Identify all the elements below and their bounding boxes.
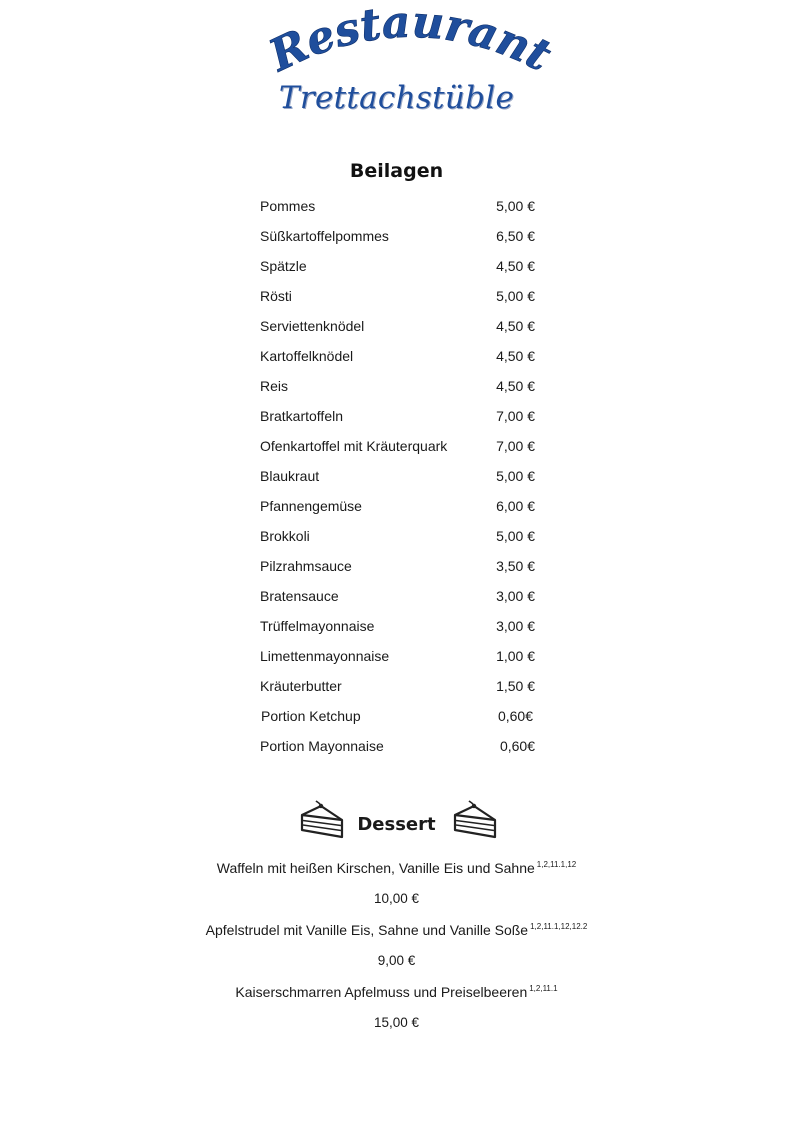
item-name: Rösti [260, 288, 292, 304]
item-name: Bratensauce [260, 588, 339, 604]
dessert-item [0, 860, 793, 876]
list-item [260, 227, 535, 257]
dessert-header [0, 800, 793, 844]
title-arc [0, 0, 793, 90]
item-name: Portion Ketchup [261, 708, 361, 724]
item-price: 7,00 € [496, 438, 535, 454]
item-name: Kartoffelknödel [260, 348, 354, 364]
item-price: 1,00 € [496, 648, 535, 664]
item-name: Limettenmayonnaise [260, 648, 390, 664]
dessert-title: Dessert [357, 814, 436, 835]
item-price: 6,50 € [496, 228, 535, 244]
restaurant-subtitle: Trettachstüble [278, 80, 515, 116]
restaurant-title: Restaurant [261, 0, 559, 82]
dessert-name: Apfelstrudel mit Vanille Eis, Sahne und Vanille Soße [205, 922, 529, 938]
item-price: 7,00 € [496, 408, 535, 424]
item-name: Trüffelmayonnaise [260, 618, 375, 634]
item-name: Pommes [260, 198, 316, 214]
list-item [260, 317, 535, 347]
list-item [260, 587, 535, 617]
dessert-name: Waffeln mit heißen Kirschen, Vanille Eis und Sahne [216, 860, 535, 876]
header [0, 0, 793, 130]
list-item [260, 737, 535, 767]
item-name: Ofenkartoffel mit Kräuterquark [260, 438, 448, 454]
list-item [260, 707, 535, 737]
beilagen-title: Beilagen [349, 160, 444, 182]
list-item [260, 377, 535, 407]
list-item [260, 617, 535, 647]
item-name: Spätzle [260, 258, 307, 274]
item-price: 4,50 € [496, 348, 535, 364]
item-name: Süßkartoffelpommes [260, 228, 389, 244]
list-item [260, 557, 535, 587]
allergen-codes: 1,2,11.1 [529, 984, 558, 993]
dessert-price: 15,00 € [373, 1015, 420, 1030]
list-item [260, 257, 535, 287]
item-name: Portion Mayonnaise [260, 738, 384, 754]
allergen-codes: 1,2,11.1,12 [536, 860, 577, 869]
list-item [260, 497, 535, 527]
item-name: Reis [260, 378, 289, 394]
item-price: 5,00 € [496, 468, 535, 484]
list-item [260, 407, 535, 437]
item-name: Blaukraut [260, 468, 320, 484]
item-price: 5,00 € [496, 528, 535, 544]
item-price: 4,50 € [496, 258, 535, 274]
allergen-codes: 1,2,11.1,12,12.2 [530, 922, 588, 931]
item-name: Pilzrahmsauce [260, 558, 352, 574]
item-price: 5,00 € [496, 198, 535, 214]
item-name: Serviettenknödel [260, 318, 365, 334]
item-price: 1,50 € [496, 678, 535, 694]
list-item [260, 197, 535, 227]
item-price: 6,00 € [496, 498, 535, 514]
dessert-price: 10,00 € [373, 891, 420, 906]
item-price: 3,00 € [496, 618, 535, 634]
item-price: 0,60€ [497, 708, 533, 724]
dessert-item [0, 984, 793, 1000]
item-price: 5,00 € [496, 288, 535, 304]
cake-slice-icon [452, 800, 498, 842]
dessert-item [0, 922, 793, 938]
item-price: 4,50 € [496, 378, 535, 394]
item-name: Pfannengemüse [260, 498, 362, 514]
list-item [260, 437, 535, 467]
item-price: 4,50 € [496, 318, 535, 334]
list-item [260, 287, 535, 317]
dessert-price: 9,00 € [377, 953, 416, 968]
item-price: 3,50 € [496, 558, 535, 574]
item-name: Brokkoli [260, 528, 310, 544]
list-item [260, 647, 535, 677]
dessert-name: Kaiserschmarren Apfelmuss und Preiselbeeren [235, 984, 528, 1000]
list-item [260, 527, 535, 557]
list-item [260, 467, 535, 497]
list-item [260, 677, 535, 707]
item-price: 0,60€ [499, 738, 535, 754]
item-name: Kräuterbutter [260, 678, 342, 694]
item-name: Bratkartoffeln [260, 408, 344, 424]
list-item [260, 347, 535, 377]
item-price: 3,00 € [496, 588, 535, 604]
beilagen-list [260, 197, 535, 767]
